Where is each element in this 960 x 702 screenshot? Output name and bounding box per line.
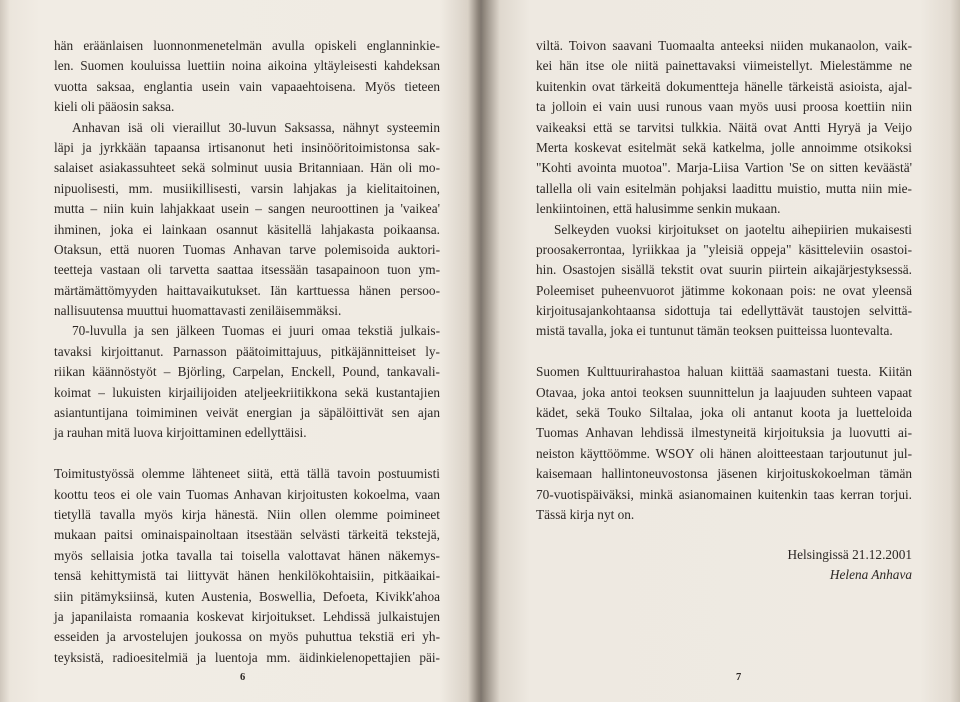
text-line: kei hän itse ole niitä painettavaksi viimeistellyt. Mielestämme ne	[536, 58, 912, 74]
signature-name: Helena Anhava	[829, 567, 912, 583]
text-line: nallisuutensa muuttui huomattavasti zeniläisemmäksi.	[54, 303, 342, 319]
text-line: vaikeaksi että se tarvitsi tulkkia. Näitä ovat Antti Hyryä ja Veijo	[536, 119, 912, 135]
text-line: tensä kehittymistä tai liittyvät hänen henkilökohtaisiin, pitkäaikai-	[54, 568, 440, 584]
text-line: Otaksun, että nuoren Tuomas Anhavan tarve polemisoida auktori-	[54, 241, 440, 257]
text-line: myös sellaisia jotka tavalla tai toisella valottavat hänen näkemys-	[54, 547, 440, 563]
text-line: lenkiintoinen, että halusimme senkin mukaan.	[536, 201, 781, 217]
signature-place-date: Helsingissä 21.12.2001	[787, 547, 912, 563]
text-line: kädet, sekä Touko Siltalaa, joka oli antanut koota ja luetteloida	[536, 405, 912, 421]
text-line: läpi ja jyrkkään tapaansa irtisanonut heti insinööritoimistonsa sak-	[54, 139, 440, 155]
text-line: märtämättömyyden haittavaikutukset. Iän karttuessa hänen persoo-	[54, 282, 440, 298]
text-line: teyksistä, radioesitelmiä ja luentoja mm. äidinkielenopettajien päi-	[54, 649, 440, 665]
text-line: Merta koskevat esitelmät sekä katkelma, jolle annoimme otsikoksi	[536, 139, 912, 155]
text-line: mistä tavalla, joka ei tuntunut tämän teoksen puitteissa luontevalta.	[536, 323, 893, 339]
text-line: Suomen Kulttuurirahastoa haluan kiittää saamastani tuesta. Kiitän	[536, 364, 912, 380]
text-line: proosakerrontaa, lyriikkaa ja "yleisiä oppeja" käsitteleviin osastoi-	[536, 241, 912, 257]
text-line: teetteja vastaan oli tarvetta saattaa itsessään tasapainoon tuon ym-	[54, 262, 440, 278]
paragraph-gap	[54, 444, 440, 464]
page-number-left: 6	[240, 672, 246, 683]
text-line: 70-luvulla ja sen jälkeen Tuomas ei juuri omaa tekstiä julkais-	[72, 323, 440, 339]
text-line: viltä. Toivon saavani Tuomaalta anteeksi niiden mukanaolon, vaik-	[536, 38, 912, 53]
text-line: riikan käännöstyöt – Björling, Carpelan, Enckell, Pound, tankavali-	[54, 364, 440, 380]
text-line: siin pitämyksiinsä, kuten Austenia, Boswellia, Defoeta, Kivikk'ahoa	[54, 588, 440, 604]
text-line: salaiset asiakassuhteet sekä solminut uusia Britanniaan. Hän oli mo-	[54, 160, 440, 176]
page-number-right: 7	[736, 672, 742, 683]
text-line: Tässä kirja nyt on.	[536, 506, 635, 522]
right-page-body	[536, 36, 912, 525]
text-line: koimat – lukuisten kirjailijoiden ateljeekriitikkona sekä kustantajien	[54, 384, 440, 400]
text-line: "Kohti avointa muotoa". Marja-Liisa Vartion 'Se on sitten keväästä'	[536, 160, 912, 176]
text-line: koottu teos ei ole vain Tuomas Anhavan kirjoitusten kokoelma, vaan	[54, 486, 440, 502]
text-line: ja rauhan mitä luova kirjoittaminen edellyttäisi.	[54, 425, 307, 441]
text-line: mutta – niin kuin lahjakkaat usein – sangen neuroottinen ja 'vaikea'	[54, 201, 440, 217]
left-page-body	[54, 36, 440, 668]
right-page	[484, 0, 960, 702]
text-line: Selkeyden vuoksi kirjoitukset on jaoteltu aihepiirien mukaisesti	[554, 221, 912, 237]
text-line: 70-vuotispäiväksi, minkä asianomainen kuitenkin taas kerran torjui.	[536, 486, 912, 502]
text-line: esseiden ja arvostelujen joukossa on myös puhuttua tekstiä eri yh-	[54, 629, 440, 645]
text-line: kaisemaan hallintoneuvostonsa jäsenen kirjoituskokoelman tämän	[536, 466, 912, 482]
text-line: tietyllä tavalla myös kirja hänestä. Niin ollen olemme poimineet	[54, 506, 440, 522]
text-line: tavaksi kirjoittanut. Parnasson päätoimittajuus, pitkäjännitteiset ly-	[54, 343, 440, 359]
text-line: Poleemiset puheenvuorot jätimme kokonaan pois: ne ovat yleensä	[536, 282, 912, 298]
text-line: Tuomas Anhavan lehdissä ilmestyneitä kirjoituksia ja luovutti ai-	[536, 425, 912, 441]
text-line: kuitenkin ovat tärkeitä dokumentteja hänelle tärkeistä asioista, ajal-	[536, 78, 912, 94]
text-line: kieli oli pääosin saksa.	[54, 99, 175, 115]
text-line: ihminen, joka ei lainkaan osannut käsitellä lahjakasta poikaansa.	[54, 221, 440, 237]
text-line: Anhavan isä oli vieraillut 30-luvun Saksassa, nähnyt systeemin	[72, 119, 440, 135]
signature-block	[536, 545, 912, 585]
text-line: Toimitustyössä olemme lähteneet siitä, että tällä tavoin postuumisti	[54, 466, 440, 482]
paragraph-gap	[536, 342, 912, 362]
text-line: asiantuntijana toimiminen veivät energian ja säpälöittivät sen ajan	[54, 405, 440, 421]
text-line: hän eräänlaisen luonnonmenetelmän avulla opiskeli englanninkie-	[54, 38, 440, 53]
text-line: len. Suomen kouluissa luettiin noina aikoina yltäyleisesti kahdeksan	[54, 58, 440, 74]
text-line: nipuolisesti, mm. musiikillisesti, varsin lahjakas ja kielitaitoinen,	[54, 180, 440, 196]
text-line: ta jolloin ei vain uusi runous vaan myös uusi proosa koettiin niin	[536, 99, 912, 115]
text-line: mukaan paitsi ominaispainoltaan itsestään selvästi tärkeitä tekstejä,	[54, 527, 440, 543]
left-page	[0, 0, 478, 702]
text-line: tallella oli vain esitelmän pohjaksi laadittu muistio, mutta niin mie-	[536, 180, 912, 196]
text-line: neiston käyttöömme. WSOY oli hänen aloitteestaan tarjoutunut jul-	[536, 445, 912, 461]
text-line: ja japanilaista romaania koskevat kirjoitukset. Lehdissä julkaistujen	[54, 608, 440, 624]
text-line: Otavaa, joka antoi teoksen suunnittelun ja laajuuden suhteen vapaat	[536, 384, 912, 400]
text-line: kirjoitusajankohtaansa sidottuja tai edellyttävät taustojen selvittä-	[536, 303, 912, 319]
text-line: vuotta saksaa, englantia usein vain vapaaehtoisena. Myös tieteen	[54, 78, 440, 94]
text-line: hin. Osastojen sisällä tekstit ovat suurin piirtein aikajärjestyksessä.	[536, 262, 912, 278]
